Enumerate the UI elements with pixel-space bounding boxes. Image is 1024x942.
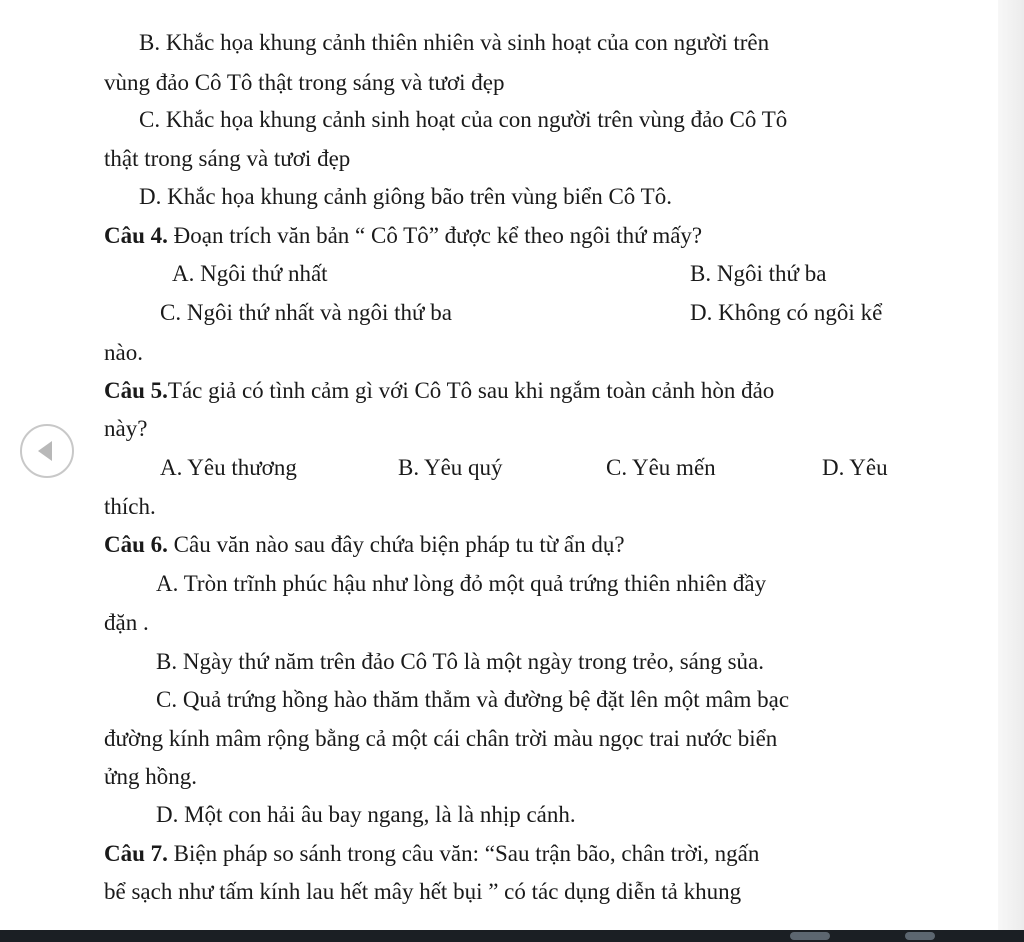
taskbar-indicator (790, 932, 830, 940)
q4-option-c: C. Ngôi thứ nhất và ngôi thứ ba (160, 300, 452, 325)
taskbar (0, 930, 1024, 942)
taskbar-indicator (905, 932, 935, 940)
q6-option-a-cont: đặn . (104, 610, 149, 635)
option-c-cont: thật trong sáng và tươi đẹp (104, 146, 351, 171)
q4-option-a: A. Ngôi thứ nhất (172, 261, 328, 286)
q6-option-a: A. Tròn trĩnh phúc hậu như lòng đỏ một quả trứng thiên nhiên đầy (156, 571, 767, 596)
page-edge-shadow (998, 0, 1024, 930)
q5-option-d-cont: thích. (104, 494, 156, 519)
q4-option-b: B. Ngôi thứ ba (690, 261, 827, 286)
question-7 (104, 839, 759, 869)
q6-option-d: D. Một con hải âu bay ngang, là là nhịp cánh. (156, 802, 576, 827)
question-7-label: Câu 7. (104, 841, 168, 866)
question-4-text: Đoạn trích văn bản “ Cô Tô” được kể theo ngôi thứ mấy? (167, 223, 703, 248)
q6-option-c-cont2: ửng hồng. (104, 764, 197, 789)
question-5 (104, 376, 774, 406)
question-7-cont: bể sạch như tấm kính lau hết mây hết bụi ” có tác dụng diễn tả khung (104, 879, 742, 904)
q4-option-d: D. Không có ngôi kể (690, 300, 883, 325)
q5-option-c: C. Yêu mến (606, 455, 716, 480)
question-6-text: Câu văn nào sau đây chứa biện pháp tu từ ẩn dụ? (167, 532, 625, 557)
question-5-cont: này? (104, 416, 148, 441)
question-7-text: Biện pháp so sánh trong câu văn: “Sau trận bão, chân trời, ngấn (167, 841, 760, 866)
q5-option-d: D. Yêu (822, 455, 888, 480)
question-4-label: Câu 4. (104, 223, 168, 248)
option-b-cont: vùng đảo Cô Tô thật trong sáng và tươi đẹp (104, 70, 505, 95)
q5-option-b: B. Yêu quý (398, 455, 503, 480)
option-d-line: D. Khắc họa khung cảnh giông bão trên vùng biển Cô Tô. (139, 184, 672, 209)
option-b-line: B. Khắc họa khung cảnh thiên nhiên và sinh hoạt của con người trên (139, 30, 770, 55)
option-c-line: C. Khắc họa khung cảnh sinh hoạt của con người trên vùng đảo Cô Tô (139, 107, 788, 132)
chevron-left-icon (38, 441, 52, 461)
q5-option-a: A. Yêu thương (160, 455, 297, 480)
question-6-label: Câu 6. (104, 532, 168, 557)
question-5-text: Tác giả có tình cảm gì với Cô Tô sau khi ngắm toàn cảnh hòn đảo (167, 378, 775, 403)
q6-option-c-cont1: đường kính mâm rộng bằng cả một cái chân trời màu ngọc trai nước biển (104, 726, 778, 751)
q6-option-c: C. Quả trứng hồng hào thăm thẳm và đường bệ đặt lên một mâm bạc (156, 687, 790, 712)
question-6 (104, 530, 625, 560)
previous-page-button[interactable] (20, 424, 74, 478)
question-5-label: Câu 5. (104, 378, 168, 403)
q4-option-d-cont: nào. (104, 340, 143, 365)
question-4 (104, 221, 702, 251)
q6-option-b: B. Ngày thứ năm trên đảo Cô Tô là một ngày trong trẻo, sáng sủa. (156, 649, 765, 674)
